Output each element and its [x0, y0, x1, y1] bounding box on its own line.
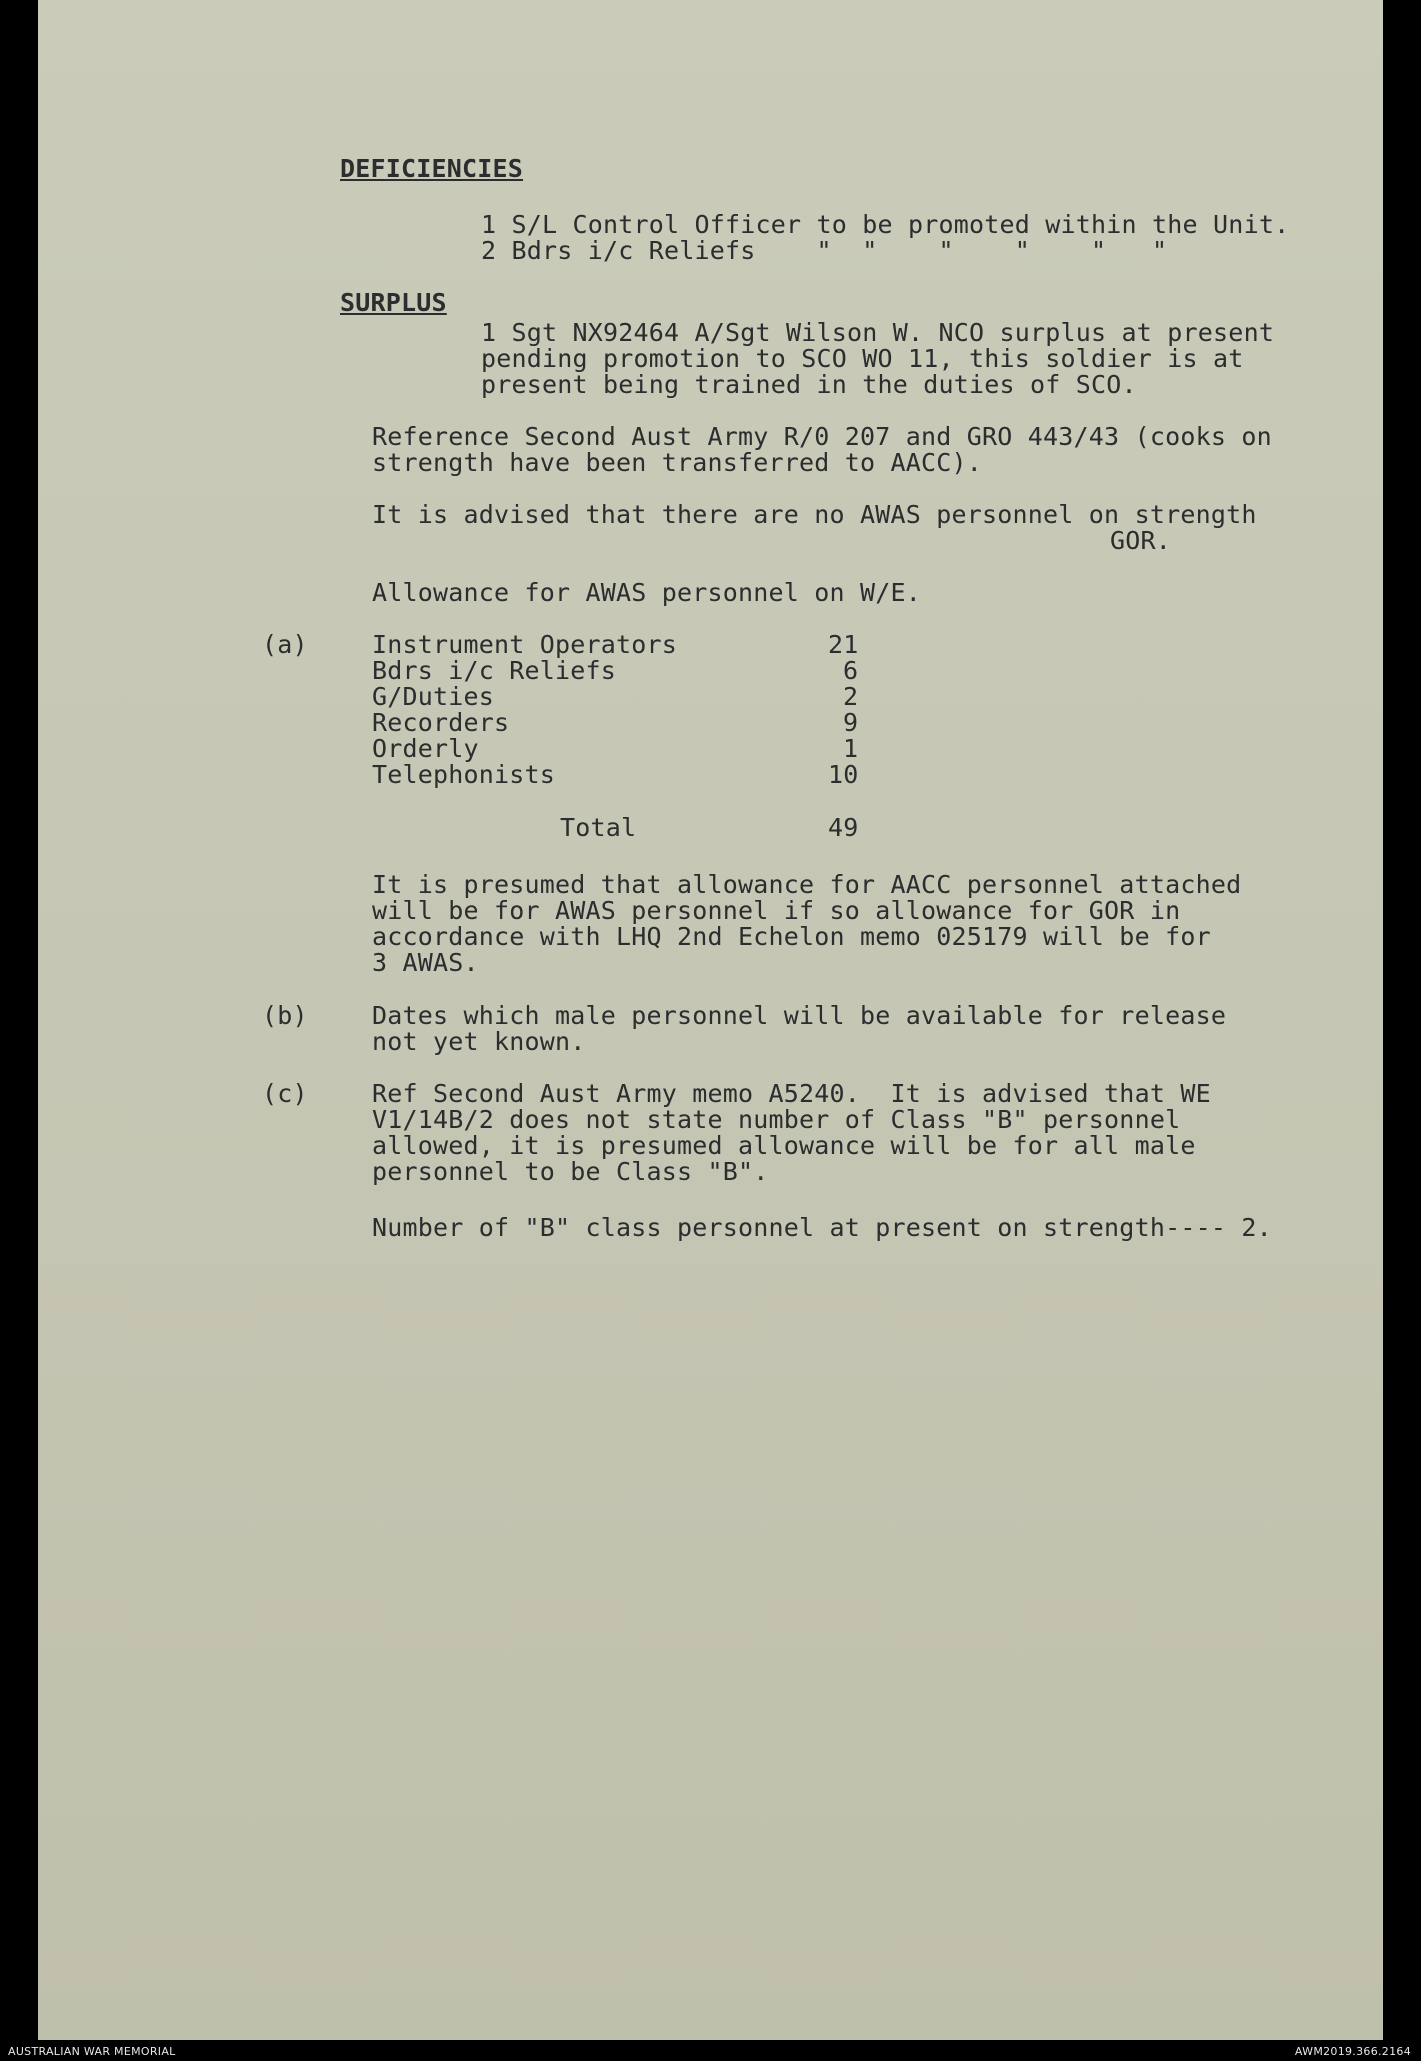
total-value: 49	[828, 813, 859, 842]
allowance-row-label: Telephonists	[372, 760, 556, 789]
surplus-heading: SURPLUS	[340, 288, 447, 317]
advised-line-1: It is advised that there are no AWAS personnel on strength	[372, 500, 1257, 529]
section-b-line-2: not yet known.	[372, 1027, 586, 1056]
deficiency-line-1: 1 S/L Control Officer to be promoted within the Unit.	[481, 210, 1290, 239]
allowance-heading: Allowance for AWAS personnel on W/E.	[372, 578, 922, 607]
footer-reference: AWM2019.366.2164	[1294, 2045, 1411, 2058]
allowance-row-label: Instrument Operators	[372, 630, 678, 659]
footer-credit: AUSTRALIAN WAR MEMORIAL	[8, 2045, 176, 2058]
surplus-line-3: present being trained in the duties of SCO.	[481, 370, 1137, 399]
reference-line-2: strength have been transferred to AACC).	[372, 448, 983, 477]
allowance-row-value: 21	[828, 630, 859, 659]
allowance-row-value: 9	[843, 708, 859, 737]
allowance-row-label: Orderly	[372, 734, 479, 763]
section-c-line-4: personnel to be Class "B".	[372, 1157, 769, 1186]
deficiencies-heading: DEFICIENCIES	[340, 154, 524, 183]
allowance-row-label: Recorders	[372, 708, 510, 737]
allowance-row-value: 10	[828, 760, 859, 789]
section-b-marker: (b)	[262, 1001, 308, 1030]
allowance-row-value: 6	[843, 656, 859, 685]
section-c-line-2: V1/14B/2 does not state number of Class "B" personnel	[372, 1105, 1181, 1134]
total-label: Total	[560, 813, 637, 842]
surplus-line-2: pending promotion to SCO WO 11, this soldier is at	[481, 344, 1244, 373]
advised-line-2: GOR.	[1110, 526, 1172, 555]
b-class-count: Number of "B" class personnel at present on strength---- 2.	[372, 1213, 1272, 1242]
section-b-line-1: Dates which male personnel will be available for release	[372, 1001, 1227, 1030]
presumed-line-2: will be for AWAS personnel if so allowance for GOR in	[372, 896, 1181, 925]
allowance-row-label: G/Duties	[372, 682, 495, 711]
presumed-line-3: accordance with LHQ 2nd Echelon memo 025179 will be for	[372, 922, 1211, 951]
section-c-marker: (c)	[262, 1079, 308, 1108]
reference-line-1: Reference Second Aust Army R/0 207 and GRO 443/43 (cooks on	[372, 422, 1272, 451]
section-a-marker: (a)	[262, 630, 308, 659]
allowance-row-value: 2	[843, 682, 859, 711]
surplus-line-1: 1 Sgt NX92464 A/Sgt Wilson W. NCO surplus at present	[481, 318, 1275, 347]
deficiency-line-2: 2 Bdrs i/c Reliefs " " " " " "	[481, 236, 1168, 265]
allowance-row-value: 1	[843, 734, 859, 763]
allowance-row-label: Bdrs i/c Reliefs	[372, 656, 617, 685]
section-c-line-3: allowed, it is presumed allowance will be for all male	[372, 1131, 1196, 1160]
presumed-line-1: It is presumed that allowance for AACC personnel attached	[372, 870, 1242, 899]
section-c-line-1: Ref Second Aust Army memo A5240. It is advised that WE	[372, 1079, 1211, 1108]
presumed-line-4: 3 AWAS.	[372, 948, 479, 977]
